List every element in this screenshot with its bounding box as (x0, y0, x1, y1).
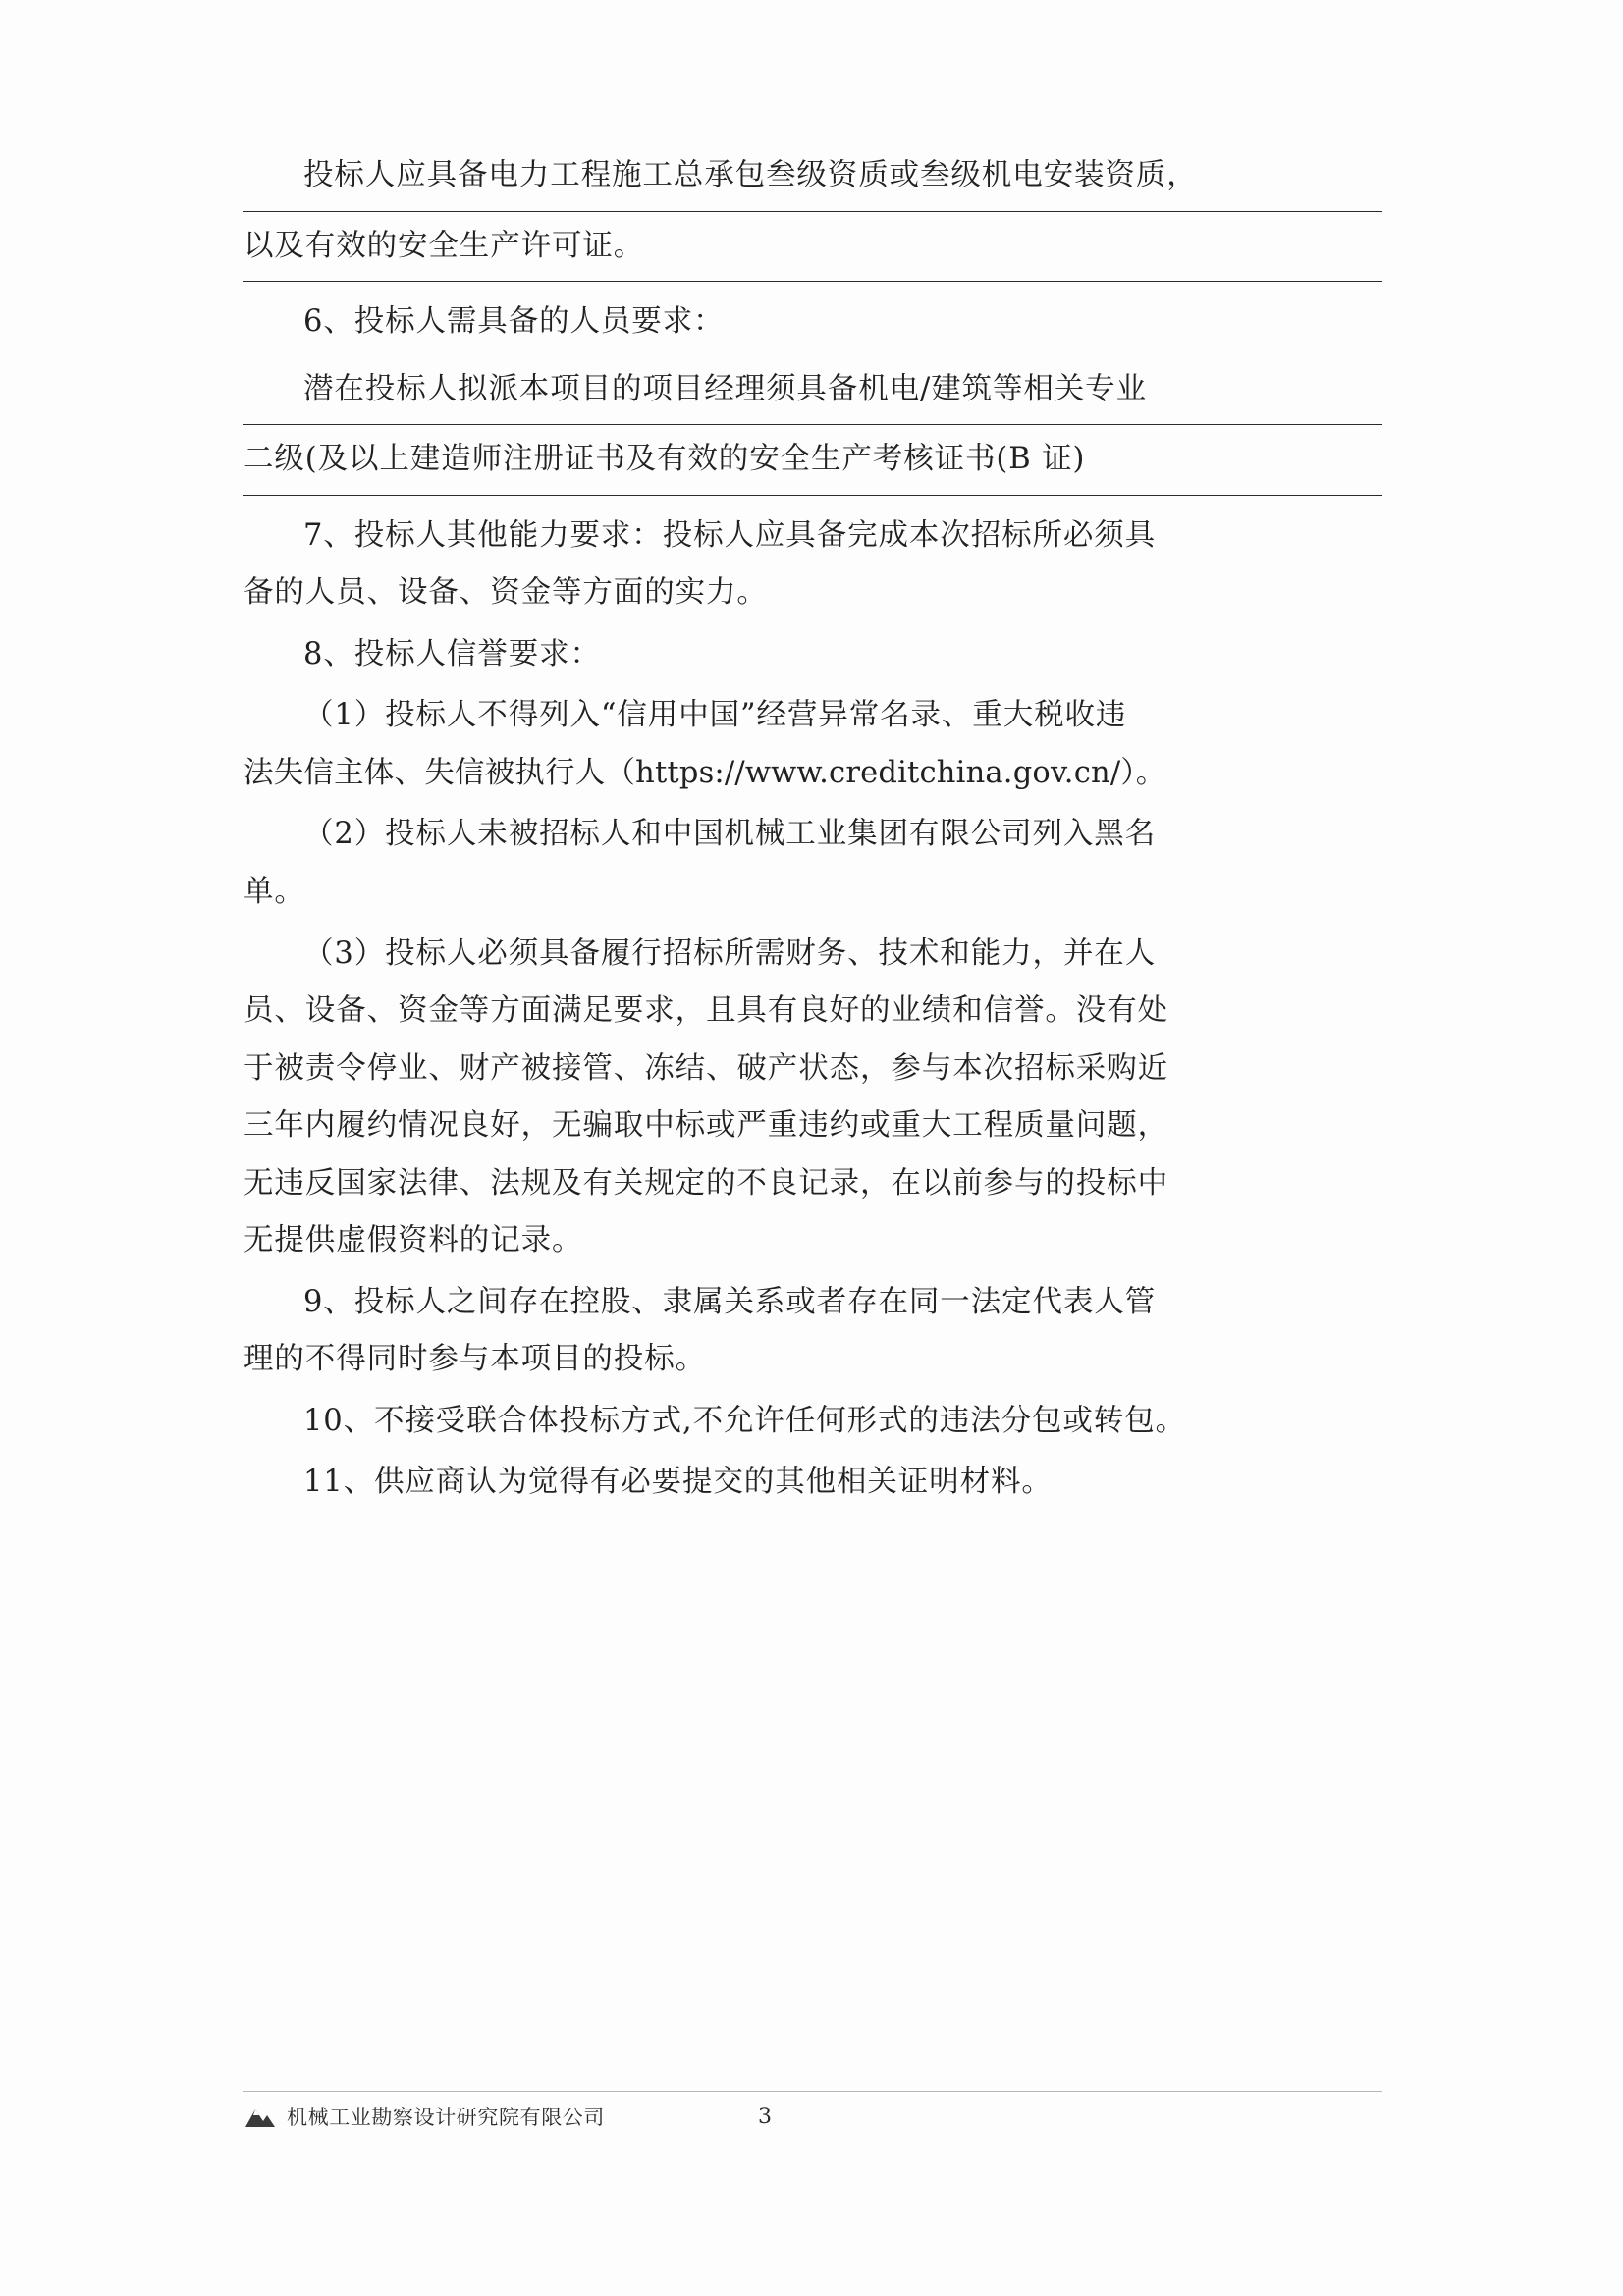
footer-page-number: 3 (758, 2104, 772, 2129)
paragraph-item-6-body (243, 361, 1382, 496)
document-body (243, 147, 1382, 1516)
paragraph-line: 备的人员、设备、资金等方面的实力。 (243, 575, 768, 611)
paragraph-item-8-2 (243, 806, 1382, 921)
paragraph-line: （1）投标人不得列入“信用中国”经营异常名录、重大税收违 (303, 698, 1127, 733)
paragraph-line: 无提供虚假资料的记录。 (243, 1223, 583, 1258)
paragraph-item-11 (243, 1454, 1382, 1512)
paragraph-line: 员、设备、资金等方面满足要求，且具有良好的业绩和信誉。没有处 (243, 993, 1168, 1029)
paragraph-line: 6、投标人需具备的人员要求： (303, 304, 725, 340)
paragraph-line: 投标人应具备电力工程施工总承包叁级资质或叁级机电安装资质， (243, 147, 1382, 212)
paragraph-line: 潜在投标人拟派本项目的项目经理须具备机电/建筑等相关专业 (243, 361, 1382, 426)
paragraph-line: （3）投标人必须具备履行招标所需财务、技术和能力，并在人 (303, 935, 1157, 971)
paragraph-item-6-heading (243, 294, 1382, 351)
paragraph-line: 无违反国家法律、法规及有关规定的不良记录，在以前参与的投标中 (243, 1165, 1168, 1201)
paragraph-item-8-heading (243, 626, 1382, 684)
paragraph-qualification-requirement (243, 147, 1382, 282)
paragraph-item-7 (243, 507, 1382, 622)
footer-company-name: 机械工业勘察设计研究院有限公司 (287, 2106, 605, 2129)
paragraph-line: 以及有效的安全生产许可证。 (243, 218, 1382, 283)
paragraph-line: 7、投标人其他能力要求：投标人应具备完成本次招标所必须具 (303, 517, 1157, 553)
paragraph-line: 法失信主体、失信被执行人（https://www.creditchina.gov.cn/）。 (243, 755, 1166, 790)
paragraph-line: 9、投标人之间存在控股、隶属关系或者存在同一法定代表人管 (303, 1284, 1157, 1319)
paragraph-line: 理的不得同时参与本项目的投标。 (243, 1342, 706, 1377)
paragraph-line: 三年内履约情况良好，无骗取中标或严重违约或重大工程质量问题， (243, 1108, 1168, 1144)
paragraph-item-8-1 (243, 687, 1382, 802)
mountain-logo-icon (243, 2104, 277, 2129)
paragraph-line: 单。 (243, 875, 305, 910)
page-footer (243, 2091, 1382, 2131)
paragraph-line: 8、投标人信誉要求： (303, 636, 601, 671)
paragraph-line: 10、不接受联合体投标方式,不允许任何形式的违法分包或转包。 (303, 1403, 1187, 1438)
paragraph-item-8-3 (243, 926, 1382, 1270)
paragraph-line: 二级(及以上建造师注册证书及有效的安全生产考核证书(B 证) (243, 431, 1382, 496)
paragraph-line: （2）投标人未被招标人和中国机械工业集团有限公司列入黑名 (303, 817, 1157, 852)
paragraph-line: 11、供应商认为觉得有必要提交的其他相关证明材料。 (303, 1465, 1053, 1500)
paragraph-line: 于被责令停业、财产被接管、冻结、破产状态，参与本次招标采购近 (243, 1050, 1168, 1086)
paragraph-item-9 (243, 1274, 1382, 1389)
paragraph-item-10 (243, 1393, 1382, 1451)
